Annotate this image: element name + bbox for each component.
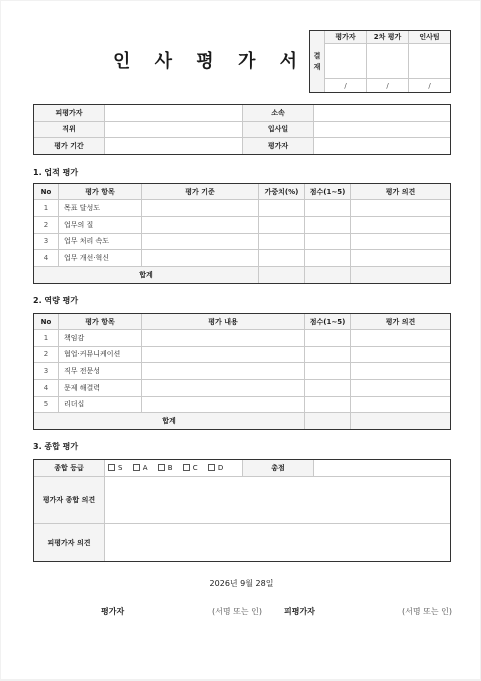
checkbox-icon[interactable] — [208, 464, 215, 471]
comp-header-opinion: 평가 의견 — [351, 314, 451, 330]
comp-total-opinion[interactable] — [351, 413, 451, 430]
row-item: 업무 처리 속도 — [59, 233, 142, 250]
approval-sign-second[interactable] — [367, 44, 409, 79]
section3-title: 3. 종합 평가 — [33, 442, 79, 451]
evaluatee-label: 피평가자 — [34, 105, 105, 122]
perf-total-score[interactable] — [305, 267, 351, 284]
row-item: 리더십 — [59, 396, 142, 413]
evaluator-signature-label: 평가자 — [101, 607, 125, 616]
department-label: 소속 — [243, 105, 314, 122]
grade-options — [105, 460, 243, 477]
evaluation-form-page — [1, 1, 480, 679]
section1-title: 1. 업적 평가 — [33, 168, 79, 177]
content-cell[interactable] — [142, 363, 305, 380]
row-no: 1 — [34, 330, 59, 347]
checkbox-icon[interactable] — [133, 464, 140, 471]
evaluator-opinion-label: 평가자 종합 의견 — [34, 477, 105, 524]
table-row — [34, 250, 451, 267]
weight-cell[interactable] — [259, 200, 305, 217]
info-table — [33, 104, 451, 155]
total-score-field[interactable] — [314, 460, 451, 477]
opinion-cell[interactable] — [351, 379, 451, 396]
section2-title: 2. 역량 평가 — [33, 296, 79, 305]
opinion-cell[interactable] — [351, 200, 451, 217]
perf-header-criteria: 평가 기준 — [142, 184, 259, 200]
row-no: 2 — [34, 216, 59, 233]
competency-table — [33, 313, 451, 430]
approval-sign-hr[interactable] — [409, 44, 451, 79]
approval-date-evaluator[interactable]: / — [325, 79, 367, 93]
row-no: 1 — [34, 200, 59, 217]
approval-sign-evaluator[interactable] — [325, 44, 367, 79]
score-cell[interactable] — [305, 330, 351, 347]
content-cell[interactable] — [142, 346, 305, 363]
content-cell[interactable] — [142, 330, 305, 347]
grade-label: 종합 등급 — [34, 460, 105, 477]
weight-cell[interactable] — [259, 233, 305, 250]
evaluatee-signature-hint[interactable]: (서명 또는 인) — [402, 607, 452, 616]
perf-total-label: 합계 — [34, 267, 259, 284]
total-score-label: 총점 — [243, 460, 314, 477]
perf-header-score: 점수(1~5) — [305, 184, 351, 200]
grade-option-b[interactable]: B — [155, 464, 173, 472]
comp-header-item: 평가 항목 — [59, 314, 142, 330]
row-item: 협업·커뮤니케이션 — [59, 346, 142, 363]
perf-total-weight[interactable] — [259, 267, 305, 284]
score-cell[interactable] — [305, 363, 351, 380]
perf-header-weight: 가중치(%) — [259, 184, 305, 200]
score-cell[interactable] — [305, 396, 351, 413]
table-row — [34, 200, 451, 217]
row-no: 4 — [34, 250, 59, 267]
grade-option-d[interactable]: D — [205, 464, 223, 472]
approval-label: 결재 — [310, 31, 325, 93]
score-cell[interactable] — [305, 346, 351, 363]
approval-col-evaluator: 평가자 — [325, 31, 367, 44]
evaluatee-opinion-label: 피평가자 의견 — [34, 524, 105, 562]
table-row — [34, 233, 451, 250]
criteria-cell[interactable] — [142, 250, 259, 267]
join-date-field[interactable] — [314, 121, 451, 138]
row-item: 직무 전문성 — [59, 363, 142, 380]
period-label: 평가 기간 — [34, 138, 105, 155]
checkbox-icon[interactable] — [158, 464, 165, 471]
row-no: 2 — [34, 346, 59, 363]
opinion-cell[interactable] — [351, 396, 451, 413]
table-row — [34, 346, 451, 363]
score-cell[interactable] — [305, 250, 351, 267]
opinion-cell[interactable] — [351, 346, 451, 363]
grade-option-a[interactable]: A — [130, 464, 148, 472]
score-cell[interactable] — [305, 200, 351, 217]
evaluatee-field[interactable] — [105, 105, 243, 122]
approval-date-second[interactable]: / — [367, 79, 409, 93]
approval-table — [309, 30, 451, 93]
approval-col-hr: 인사팀 — [409, 31, 451, 44]
document-date: 2026년 9월 28일 — [209, 579, 274, 588]
checkbox-icon[interactable] — [108, 464, 115, 471]
comp-header-content: 평가 내용 — [142, 314, 305, 330]
approval-col-second: 2차 평가 — [367, 31, 409, 44]
evaluator-signature-hint[interactable]: (서명 또는 인) — [212, 607, 262, 616]
period-field[interactable] — [105, 138, 243, 155]
row-item: 책임감 — [59, 330, 142, 347]
score-cell[interactable] — [305, 216, 351, 233]
grade-option-s[interactable]: S — [105, 464, 122, 472]
criteria-cell[interactable] — [142, 233, 259, 250]
row-no: 3 — [34, 233, 59, 250]
weight-cell[interactable] — [259, 250, 305, 267]
overall-table — [33, 459, 451, 562]
opinion-cell[interactable] — [351, 330, 451, 347]
content-cell[interactable] — [142, 396, 305, 413]
row-no: 5 — [34, 396, 59, 413]
comp-header-no: No — [34, 314, 59, 330]
perf-total-opinion[interactable] — [351, 267, 451, 284]
criteria-cell[interactable] — [142, 216, 259, 233]
document-title: 인 사 평 가 서 — [113, 51, 307, 72]
row-no: 3 — [34, 363, 59, 380]
row-item: 목표 달성도 — [59, 200, 142, 217]
table-row — [34, 330, 451, 347]
department-field[interactable] — [314, 105, 451, 122]
evaluator-opinion-field[interactable] — [105, 477, 451, 524]
score-cell[interactable] — [305, 233, 351, 250]
row-item: 문제 해결력 — [59, 379, 142, 396]
evaluator-field[interactable] — [314, 138, 451, 155]
join-date-label: 입사일 — [243, 121, 314, 138]
perf-header-opinion: 평가 의견 — [351, 184, 451, 200]
score-cell[interactable] — [305, 379, 351, 396]
position-label: 직위 — [34, 121, 105, 138]
checkbox-icon[interactable] — [183, 464, 190, 471]
row-item: 업무 개선·혁신 — [59, 250, 142, 267]
performance-table — [33, 183, 451, 284]
perf-header-no: No — [34, 184, 59, 200]
position-field[interactable] — [105, 121, 243, 138]
criteria-cell[interactable] — [142, 200, 259, 217]
opinion-cell[interactable] — [351, 216, 451, 233]
row-item: 업무의 질 — [59, 216, 142, 233]
content-cell[interactable] — [142, 379, 305, 396]
evaluator-label: 평가자 — [243, 138, 314, 155]
comp-header-score: 점수(1~5) — [305, 314, 351, 330]
table-row — [34, 396, 451, 413]
comp-total-label: 합계 — [34, 413, 305, 430]
approval-date-hr[interactable]: / — [409, 79, 451, 93]
grade-option-c[interactable]: C — [180, 464, 198, 472]
table-row — [34, 363, 451, 380]
comp-total-score[interactable] — [305, 413, 351, 430]
evaluatee-opinion-field[interactable] — [105, 524, 451, 562]
table-row — [34, 379, 451, 396]
opinion-cell[interactable] — [351, 233, 451, 250]
table-row — [34, 216, 451, 233]
evaluatee-signature-label: 피평가자 — [284, 607, 315, 616]
weight-cell[interactable] — [259, 216, 305, 233]
row-no: 4 — [34, 379, 59, 396]
opinion-cell[interactable] — [351, 250, 451, 267]
perf-header-item: 평가 항목 — [59, 184, 142, 200]
opinion-cell[interactable] — [351, 363, 451, 380]
